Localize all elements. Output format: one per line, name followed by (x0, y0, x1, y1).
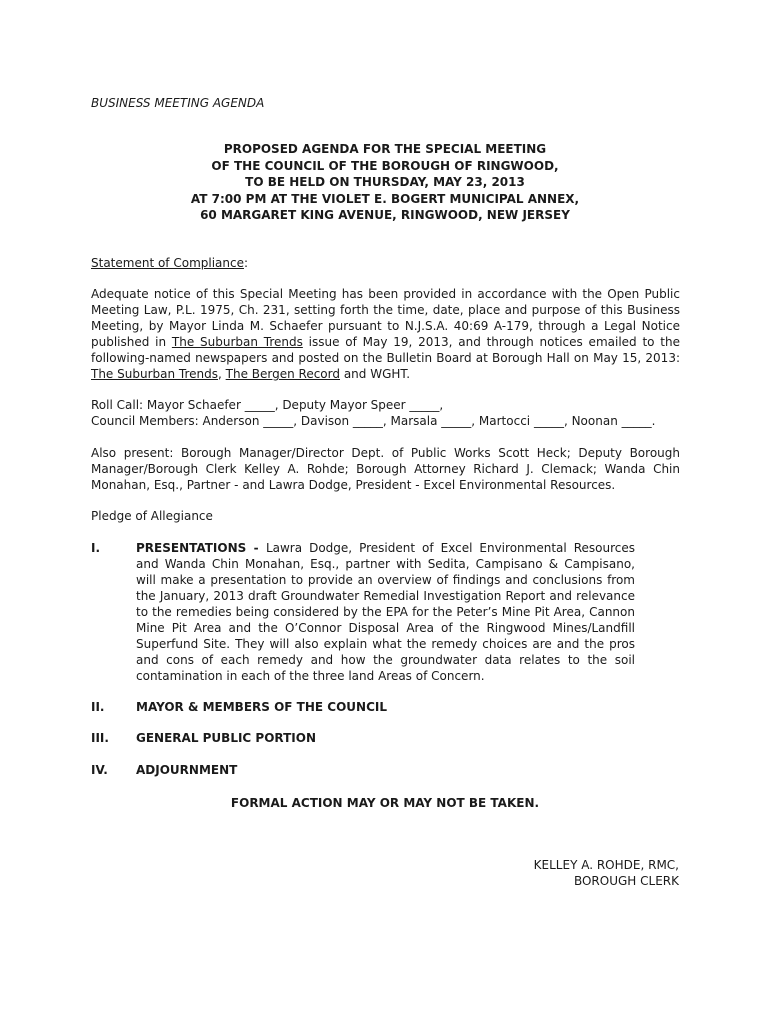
item-title: PRESENTATIONS - (136, 541, 266, 555)
compliance-heading (91, 255, 680, 271)
roll-call-line: Council Members: Anderson _____, Davison _____, Marsala _____, Martocci _____, Noonan _____. (91, 414, 656, 428)
roll-call-line: Roll Call: Mayor Schaefer _____, Deputy Mayor Speer _____, (91, 398, 444, 412)
compliance-heading-colon: : (243, 256, 249, 270)
title-line: OF THE COUNCIL OF THE BOROUGH OF RINGWOOD, (211, 158, 559, 173)
item-number: IV. (91, 763, 108, 777)
also-present: Also present: Borough Manager/Director Dept. of Public Works Scott Heck; Deputy Borough Manager/Borough Clerk Kelley A. Rohde; Borough Attorney Richard J. Clemack; Wanda Chin Monahan, Esq., Partner - and Lawra Dodge, President - Excel Environmental Resources. (91, 446, 680, 492)
signature-name: KELLEY A. ROHDE, RMC, (533, 858, 679, 872)
document-header: BUSINESS MEETING AGENDA (91, 96, 265, 110)
item-number: II. (91, 700, 105, 714)
compliance-heading-text: Statement of Compliance (91, 256, 244, 270)
separator: , (218, 367, 226, 381)
title-line: TO BE HELD ON THURSDAY, MAY 23, 2013 (245, 175, 525, 189)
agenda-title (0, 141, 770, 224)
compliance-text: issue of May 19, 2013, and through notices emailed to the following-named newspapers and posted on the Bulletin Board at Borough Hall on May 15, 2013: (91, 335, 680, 365)
signature-block (534, 857, 679, 889)
item-presentations (136, 540, 635, 684)
newspaper-name: The Suburban Trends (171, 335, 303, 349)
signature-title: BOROUGH CLERK (573, 874, 679, 888)
item-text: Lawra Dodge, President of Excel Environmental Resources and Wanda Chin Monahan, Esq., partner with Sedita, Campisano & Campisano, will make a presentation to provide an overview of findings and conclusions from the January, 2013 draft Groundwater Remedial Investigation Report and relevance to the remedies being considered by the EPA for the Peter’s Mine Pit Area, Cannon Mine Pit Area and the O’Connor Disposal Area of the Ringwood Mines/Landfill Superfund Site. They will also explain what the remedy choices are and the pros and cons of each remedy and how the groundwater data relates to the soil contamination in each of the three land Areas of Concern. (136, 541, 635, 683)
newspaper-name: The Bergen Record (225, 367, 340, 381)
compliance-text: and WGHT. (340, 367, 411, 381)
title-line: AT 7:00 PM AT THE VIOLET E. BOGERT MUNICIPAL ANNEX, (190, 191, 580, 206)
newspaper-name: The Suburban Trends (91, 367, 218, 381)
compliance-paragraph (91, 286, 680, 382)
item-title: ADJOURNMENT (136, 763, 238, 777)
title-line: 60 MARGARET KING AVENUE, RINGWOOD, NEW JERSEY (200, 208, 570, 222)
item-title: MAYOR & MEMBERS OF THE COUNCIL (136, 700, 387, 714)
title-line: PROPOSED AGENDA FOR THE SPECIAL MEETING (223, 142, 547, 156)
compliance-text: Adequate notice of this Special Meeting has been provided in accordance with the Open Public Meeting Law, P.L. 1975, Ch. 231, setting forth the time, date, place and purpose of this Business Meeting, by Mayor Linda M. Schaefer pursuant to N.J.S.A. 40:69 A-179, through a Legal Notice published in (91, 287, 680, 349)
pledge: Pledge of Allegiance (91, 509, 213, 523)
item-number: I. (91, 541, 101, 555)
item-number: III. (91, 731, 109, 745)
item-title: GENERAL PUBLIC PORTION (136, 731, 317, 745)
roll-call (91, 397, 680, 429)
formal-action-notice: FORMAL ACTION MAY OR MAY NOT BE TAKEN. (230, 796, 540, 810)
